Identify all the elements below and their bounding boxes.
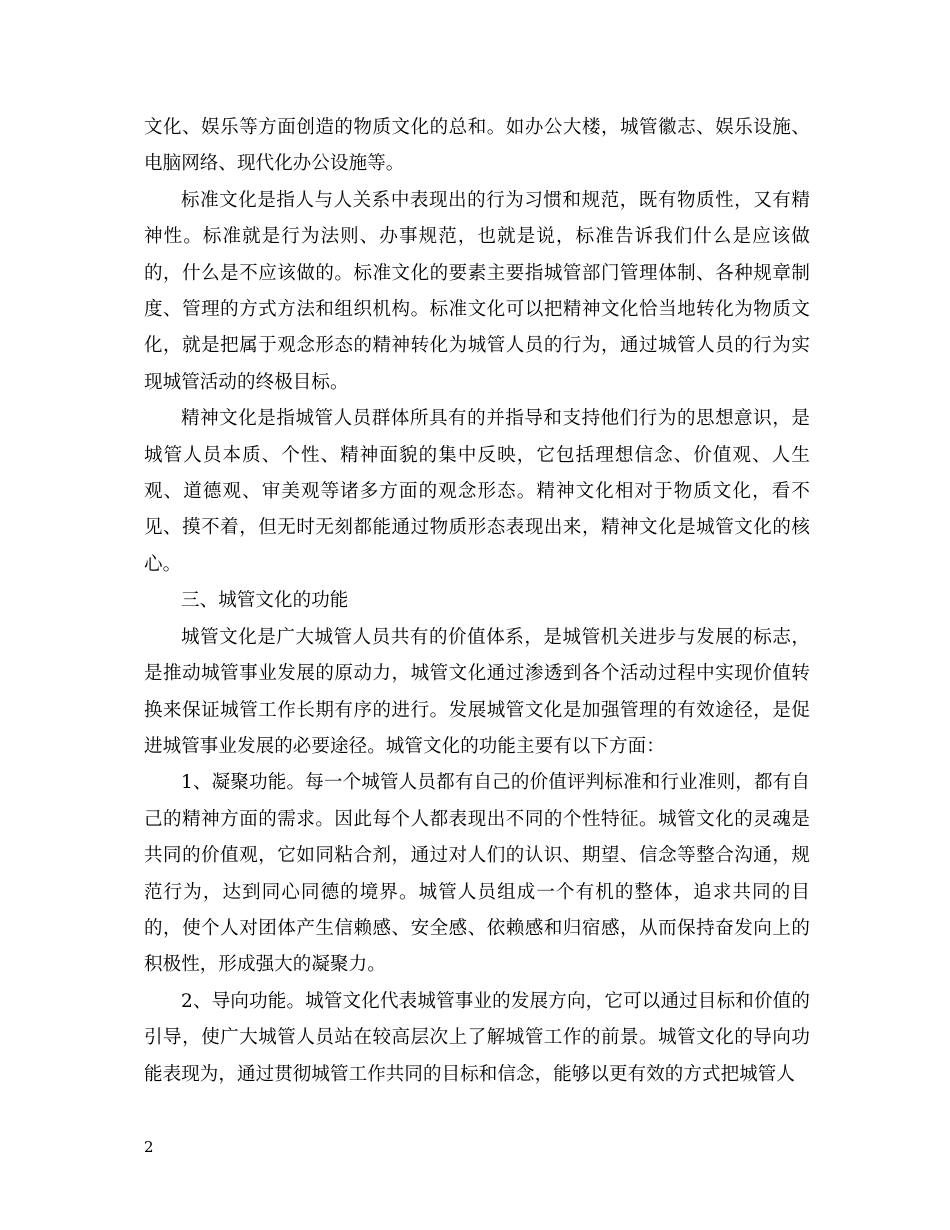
paragraph-1: 文化、娱乐等方面创造的物质文化的总和。如办公大楼，城管徽志、娱乐设施、电脑网络、现代化办公设施等。: [144, 117, 810, 175]
paragraph-2: 标准文化是指人与人关系中表现出的行为习惯和规范，既有物质性，又有精神性。标准就是行为法则、办事规范，也就是说，标准告诉我们什么是应该做的，什么是不应该做的。标准文化的要素主要指城管部门管理体制、各种规章制度、管理的方式方法和组织机构。标准文化可以把精神文化恰当地转化为物质文化，就是把属于观念形态的精神转化为城管人员的行为，通过城管人员的行为实现城管活动的终极目标。: [144, 189, 810, 393]
paragraph-4: 城管文化是广大城管人员共有的价值体系，是城管机关进步与发展的标志，是推动城管事业发展的原动力，城管文化通过渗透到各个活动过程中实现价值转换来保证城管工作长期有序的进行。发展城管文化是加强管理的有效途径，是促进城管事业发展的必要途径。城管文化的功能主要有以下方面：: [144, 626, 810, 757]
document-body: [144, 110, 810, 1093]
paragraph-5: 1、凝聚功能。每一个城管人员都有自己的价值评判标准和行业准则，都有自己的精神方面的需求。因此每个人都表现出不同的个性特征。城管文化的灵魂是共同的价值观，它如同粘合剂，通过对人们的认识、期望、信念等整合沟通，规范行为，达到同心同德的境界。城管人员组成一个有机的整体，追求共同的目的，使个人对团体产生信赖感、安全感、依赖感和归宿感，从而保持奋发向上的积极性，形成强大的凝聚力。: [144, 772, 810, 976]
paragraph-6: 2、导向功能。城管文化代表城管事业的发展方向，它可以通过目标和价值的引导，使广大城管人员站在较高层次上了解城管工作的前景。城管文化的导向功能表现为，通过贯彻城管工作共同的目标和信念，能够以更有效的方式把城管人: [144, 990, 810, 1085]
paragraph-3: 精神文化是指城管人员群体所具有的并指导和支持他们行为的思想意识，是城管人员本质、个性、精神面貌的集中反映，它包括理想信念、价值观、人生观、道德观、审美观等诸多方面的观念形态。精神文化相对于物质文化，看不见、摸不着，但无时无刻都能通过物质形态表现出来，精神文化是城管文化的核心。: [144, 408, 810, 575]
section-heading: 三、城管文化的功能: [181, 590, 349, 612]
page-number: 2: [144, 1138, 154, 1156]
